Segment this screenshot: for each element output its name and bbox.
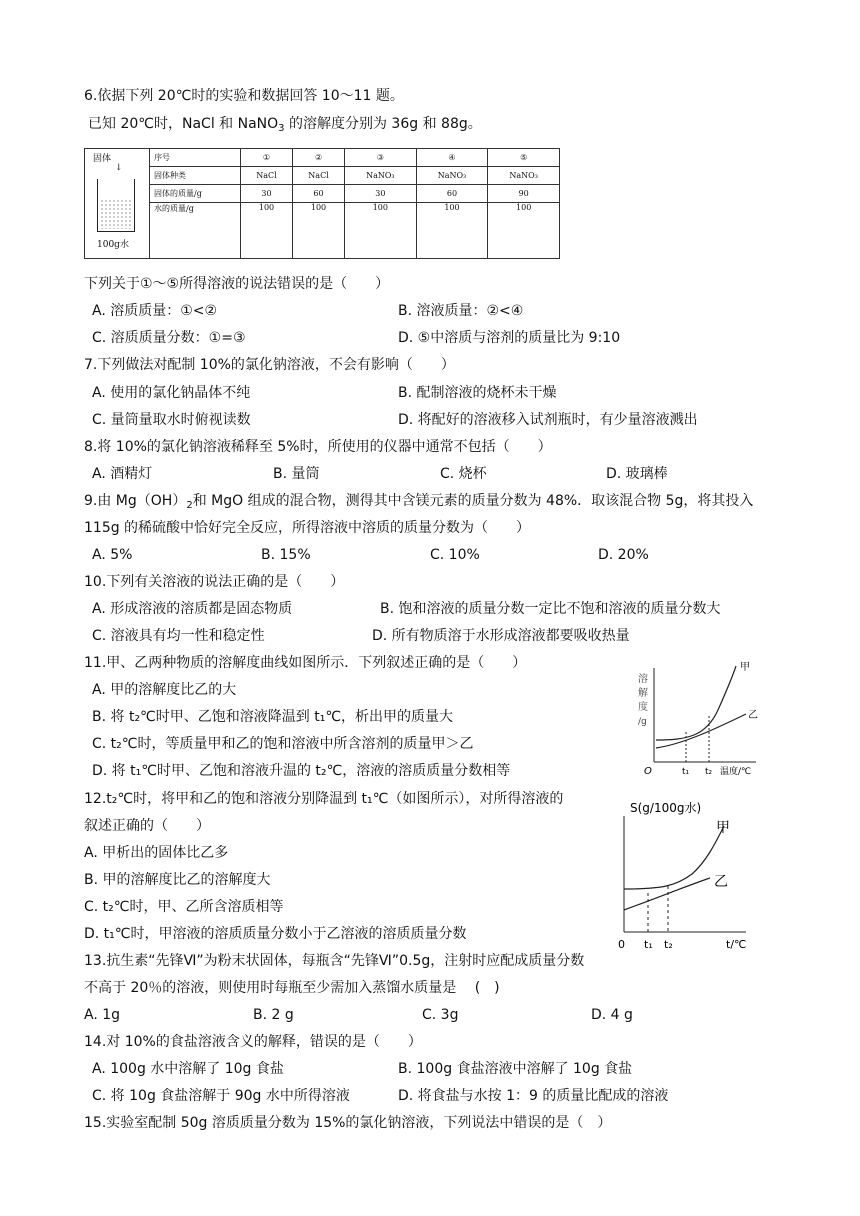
table-cell: 100 <box>345 203 417 259</box>
question-12-stem: 12.t₂℃时，将甲和乙的饱和溶液分别降温到 t₁℃（如图所示），对所得溶液的 <box>84 791 564 807</box>
table-header-cell: ⑤ <box>488 149 560 167</box>
table-cell: NaNO₃ <box>416 167 488 185</box>
option-d[interactable]: D. 玻璃棒 <box>606 466 668 482</box>
water-label: 100g水 <box>97 240 129 250</box>
table-header-cell: ③ <box>345 149 417 167</box>
table-cell: NaNO₃ <box>345 167 417 185</box>
table-cell: NaCl <box>241 167 293 185</box>
option-b[interactable]: B. 溶液质量：②<④ <box>398 303 524 319</box>
label-jia: 甲 <box>740 662 750 673</box>
question-11-stem: 11.甲、乙两种物质的溶解度曲线如图所示．下列叙述正确的是（ ） <box>84 655 527 671</box>
solid-label: 固体 <box>93 154 112 164</box>
option-b[interactable]: B. 量筒 <box>273 466 320 482</box>
question-14-stem: 14.对 10%的食盐溶液含义的解释，错误的是（ ） <box>84 1034 422 1050</box>
option-c[interactable]: C. 量筒量取水时俯视读数 <box>92 412 251 428</box>
option-d[interactable]: D. 将食盐与水按 1：9 的质量比配成的溶液 <box>398 1088 669 1104</box>
option-a[interactable]: A. 5% <box>92 547 133 563</box>
option-c[interactable]: C. t₂℃时，等质量甲和乙的饱和溶液中所含溶剂的质量甲＞乙 <box>92 736 474 752</box>
option-a[interactable]: A. 甲析出的固体比乙多 <box>84 845 229 861</box>
option-a[interactable]: A. 形成溶液的溶质都是固态物质 <box>92 601 293 617</box>
ylabel-char: 度 <box>638 702 648 713</box>
beaker-icon <box>97 179 135 232</box>
xlabel: t/℃ <box>726 938 747 951</box>
ylabel-char: 溶 <box>638 674 648 685</box>
option-b[interactable]: B. 100g 食盐溶液中溶解了 10g 食盐 <box>398 1061 633 1077</box>
option-c[interactable]: C. 将 10g 食盐溶解于 90g 水中所得溶液 <box>92 1088 350 1104</box>
option-c[interactable]: C. 10% <box>430 547 480 563</box>
option-d[interactable]: D. 4 g <box>591 1007 633 1023</box>
table-cell: 60 <box>293 185 345 203</box>
option-a[interactable]: A. 1g <box>84 1007 121 1023</box>
table-cell: 水的质量/g <box>150 203 241 259</box>
option-c[interactable]: C. t₂℃时，甲、乙所含溶质相等 <box>84 899 284 915</box>
option-a[interactable]: A. 酒精灯 <box>92 466 153 482</box>
curve-jia <box>656 666 736 740</box>
option-b[interactable]: B. 甲的溶解度比乙的溶解度大 <box>84 872 271 888</box>
table-cell: 100 <box>293 203 345 259</box>
option-d[interactable]: D. 将配好的溶液移入试剂瓶时，有少量溶液溅出 <box>398 412 698 428</box>
question-9-stem: 9.由 $Mg(OH)_2$和 MgO 组成的混合物，测得其中含镁元素的质量分数为 48%．取该混合物 5g，将其投入 <box>84 493 754 511</box>
origin-label: O <box>644 766 652 777</box>
table-header-cell: 序号 <box>150 149 241 167</box>
option-c[interactable]: C. 烧杯 <box>440 466 487 482</box>
t1-label: t₁ <box>682 767 690 777</box>
question-6-known-data: 已知 20℃时，NaCl 和 NaNO$_3$ 的溶解度分别为 36g 和 88g。 <box>88 116 482 134</box>
table-header-cell: ④ <box>416 149 488 167</box>
option-c[interactable]: C. 溶液具有均一性和稳定性 <box>92 628 265 644</box>
question-6-intro: 6.依据下列 20℃时的实验和数据回答 10～11 题。 <box>84 88 404 104</box>
arrow-down-icon: ↓ <box>115 163 123 173</box>
table-cell: 100 <box>488 203 560 259</box>
option-d[interactable]: D. 所有物质溶于水形成溶液都要吸收热量 <box>372 628 630 644</box>
table-cell: 100 <box>241 203 293 259</box>
ylabel-char: /g <box>638 717 647 727</box>
option-d[interactable]: D. ⑤中溶质与溶剂的质量比为 9:10 <box>398 330 621 346</box>
option-a[interactable]: A. 甲的溶解度比乙的大 <box>92 682 237 698</box>
t1-label: t₁ <box>644 938 653 951</box>
t2-label: t₂ <box>705 767 713 777</box>
t2-label: t₂ <box>664 938 673 951</box>
option-d[interactable]: D. 20% <box>598 547 649 563</box>
table-cell: NaCl <box>293 167 345 185</box>
table-header-cell: ① <box>241 149 293 167</box>
curve-jia <box>624 826 724 889</box>
beaker-figure <box>85 149 150 259</box>
option-c[interactable]: C. 3g <box>422 1007 459 1023</box>
solubility-graph-q11 <box>628 660 768 780</box>
table-cell: 固体的质量/g <box>150 185 241 203</box>
question-7-stem: 7.下列做法对配制 10%的氯化钠溶液，不会有影响（ ） <box>84 357 455 373</box>
question-8-stem: 8.将 10%的氯化钠溶液稀释至 5%时，所使用的仪器中通常不包括（ ） <box>84 439 552 455</box>
table-cell: 100 <box>416 203 488 259</box>
question-10-stem: 10.下列有关溶液的说法正确的是（ ） <box>84 574 345 590</box>
label-yi: 乙 <box>748 710 758 721</box>
table-cell: 固体种类 <box>150 167 241 185</box>
option-a[interactable]: A. 100g 水中溶解了 10g 食盐 <box>92 1061 284 1077</box>
question-13-stem: 13.抗生素“先锋Ⅵ”为粉末状固体，每瓶含“先锋Ⅵ”0.5g，注射时应配成质量分数 <box>84 953 585 969</box>
option-b[interactable]: B. 配制溶液的烧杯未干燥 <box>398 385 557 401</box>
label-yi: 乙 <box>714 874 728 890</box>
option-c[interactable]: C. 溶质质量分数：①=③ <box>92 330 246 346</box>
table-cell: 30 <box>241 185 293 203</box>
ylabel-char: 解 <box>638 688 648 699</box>
table-cell: 60 <box>416 185 488 203</box>
question-9-stem-continued: 115g 的稀硫酸中恰好完全反应，所得溶液中溶质的质量分数为（ ） <box>84 520 531 536</box>
xlabel: 温度/℃ <box>720 767 752 777</box>
curve-yi <box>624 878 710 910</box>
origin-label: 0 <box>618 938 625 951</box>
table-cell: 90 <box>488 185 560 203</box>
option-b[interactable]: B. 将 t₂℃时甲、乙饱和溶液降温到 t₁℃，析出甲的质量大 <box>92 709 454 725</box>
option-d[interactable]: D. t₁℃时，甲溶液的溶质质量分数小于乙溶液的溶质质量分数 <box>84 926 467 942</box>
table-header-cell: ② <box>293 149 345 167</box>
option-d[interactable]: D. 将 t₁℃时甲、乙饱和溶液升温的 t₂℃，溶液的溶质质量分数相等 <box>92 763 511 779</box>
ylabel: S(g/100g水) <box>630 801 702 815</box>
option-b[interactable]: B. 2 g <box>253 1007 294 1023</box>
table-cell: NaNO₃ <box>488 167 560 185</box>
question-6-stem: 下列关于①～⑤所得溶液的说法错误的是（ ） <box>84 276 390 292</box>
label-jia: 甲 <box>716 820 730 836</box>
option-b[interactable]: B. 15% <box>261 547 311 563</box>
experiment-table <box>84 148 560 259</box>
table-cell: 30 <box>345 185 417 203</box>
question-13-stem-continued: 不高于 20％的溶液，则使用时每瓶至少需加入蒸馏水质量是 ( ) <box>84 980 500 996</box>
question-15-stem: 15.实验室配制 50g 溶质质量分数为 15%的氯化钠溶液，下列说法中错误的是（ ） <box>84 1115 612 1131</box>
option-b[interactable]: B. 饱和溶液的质量分数一定比不饱和溶液的质量分数大 <box>380 601 721 617</box>
question-12-stem-continued: 叙述正确的（ ） <box>84 818 210 834</box>
option-a[interactable]: A. 使用的氯化钠晶体不纯 <box>92 385 251 401</box>
option-a[interactable]: A. 溶质质量：①<② <box>92 303 218 319</box>
solubility-graph-q12 <box>612 796 772 956</box>
